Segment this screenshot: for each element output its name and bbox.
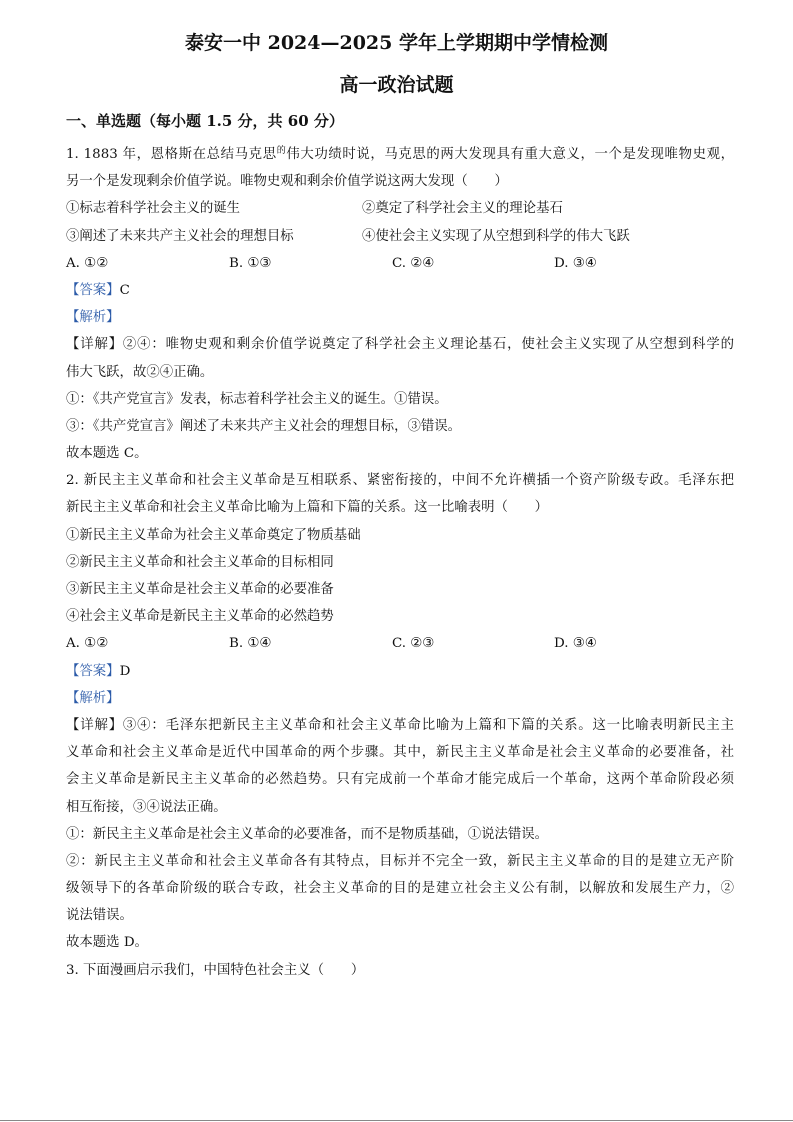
q2-statement-2: ②新民主主义革命和社会主义革命的目标相同	[66, 554, 334, 570]
q1-statement-1: ①标志着科学社会主义的诞生	[66, 201, 241, 217]
q1-statements-row-1	[66, 195, 734, 222]
q2-detail-line-6: ②：新民主主义革命和社会主义革命各有其特点，目标并不完全一致，新民主主义革命的目的是建立无产阶	[66, 853, 734, 869]
q1-statement-3: ③阐述了未来共产主义社会的理想目标	[66, 228, 294, 244]
q1-answer-value: C	[119, 282, 130, 298]
q2-detail-line-4: 相互衔接，③④说法正确。	[66, 799, 227, 815]
section-heading: 一、单选题（每小题 1.5 分，共 60 分）	[66, 112, 344, 130]
q1-detail-line-2: 伟大飞跃，故②④正确。	[66, 364, 214, 380]
q1-options	[66, 250, 734, 277]
q2-option-a[interactable]: A. ①②	[66, 636, 109, 652]
q1-analysis-label: 【解析】	[66, 310, 120, 326]
q1-detail-line-1: 【详解】②④：唯物史观和剩余价值学说奠定了科学社会主义理论基石，使社会主义实现了从空想到科学的	[66, 337, 734, 353]
q1-option-d[interactable]: D. ③④	[554, 255, 597, 271]
q2-detail-line-3: 会主义革命是新民主主义革命的必然趋势。只有完成前一个革命才能完成后一个革命，这两个革命阶段必须	[66, 772, 734, 788]
q2-answer-value: D	[119, 663, 131, 679]
q2-analysis-label: 【解析】	[66, 690, 120, 706]
q1-stem-text: 1. 1883 年，恩格斯在总结马克思	[66, 147, 277, 162]
q2-statement-4: ④社会主义革命是新民主主义革命的必然趋势	[66, 609, 334, 625]
q1-conclusion: 故本题选 C。	[66, 446, 148, 462]
q2-conclusion: 故本题选 D。	[66, 935, 148, 951]
exam-title: 泰安一中 2024—2025 学年上学期期中学情检测	[185, 32, 608, 54]
q2-stem-line-2: 新民主主义革命和社会主义革命比喻为上篇和下篇的关系。这一比喻表明（ ）	[66, 500, 549, 516]
q2-detail-line-7: 级领导下的各革命阶级的联合专政，社会主义革命的目的是建立社会主义公有制，以解放和发展生产力，②	[66, 881, 734, 897]
q2-statement-3: ③新民主主义革命是社会主义革命的必要准备	[66, 582, 334, 597]
q1-stem-text-rest: 伟大功绩时说，马克思的两大发现具有重大意义，一个是发现唯物史观，	[286, 147, 734, 162]
q1-detail-line-3: ①：《共产党宣言》发表，标志着科学社会主义的诞生。①错误。	[66, 391, 448, 407]
q1-statement-4: ④使社会主义实现了从空想到科学的伟大飞跃	[362, 228, 630, 244]
question-content	[66, 141, 734, 984]
q1-detail-line-4: ③：《共产党宣言》阐述了未来共产主义社会的理想目标，③错误。	[66, 418, 462, 434]
q2-detail-line-8: 说法错误。	[66, 908, 133, 924]
q2-statement-1: ①新民主主义革命为社会主义革命奠定了物质基础	[66, 527, 361, 543]
q1-option-a[interactable]: A. ①②	[66, 255, 109, 271]
q1-option-b[interactable]: B. ①③	[229, 255, 272, 271]
exam-subtitle: 高一政治试题	[339, 74, 454, 96]
q3-stem-line-1: 3. 下面漫画启示我们，中国特色社会主义（ ）	[66, 962, 365, 978]
q1-stem-line-1	[66, 141, 734, 168]
q1-stem-superscript: 的	[276, 146, 287, 156]
q2-answer-label: 【答案】	[66, 663, 120, 679]
q1-stem-line-2: 另一个是发现剩余价值学说。唯物史观和剩余价值学说这两大发现（ ）	[66, 174, 508, 190]
q2-detail-line-1: 【详解】③④：毛泽东把新民主主义革命和社会主义革命比喻为上篇和下篇的关系。这一比喻表明新民主主	[66, 717, 734, 733]
q1-statements-row-2	[66, 223, 734, 250]
q2-option-b[interactable]: B. ①④	[229, 636, 272, 652]
q2-stem-line-1: 2. 新民主主义革命和社会主义革命是互相联系、紧密衔接的，中间不允许横插一个资产阶级专政。毛泽东把	[66, 473, 734, 489]
q2-detail-line-5: ①：新民主主义革命是社会主义革命的必要准备，而不是物质基础，①说法错误。	[66, 826, 549, 842]
page-bottom-rule	[0, 1120, 793, 1121]
q2-option-c[interactable]: C. ②③	[392, 636, 435, 652]
q2-options	[66, 630, 734, 657]
q2-answer	[66, 658, 734, 685]
q2-detail-line-2: 义革命和社会主义革命是近代中国革命的两个步骤。其中，新民主主义革命是社会主义革命的必要准备，社	[66, 745, 734, 761]
q1-statement-2: ②奠定了科学社会主义的理论基石	[362, 201, 563, 217]
q2-option-d[interactable]: D. ③④	[554, 636, 597, 652]
q1-answer	[66, 277, 734, 304]
q1-answer-label: 【答案】	[66, 282, 120, 298]
q1-option-c[interactable]: C. ②④	[392, 255, 435, 271]
